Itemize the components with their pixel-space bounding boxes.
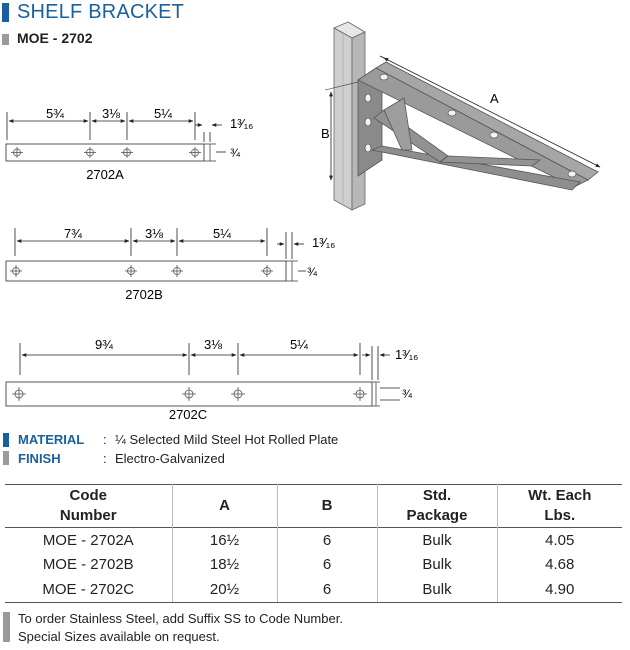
cell-weight: 4.68 bbox=[497, 552, 622, 576]
height-a: ¾ bbox=[230, 146, 241, 160]
cell-a: 16½ bbox=[172, 528, 277, 553]
material-value: ¼ Selected Mild Steel Hot Rolled Plate bbox=[115, 432, 339, 447]
finish-accent-bar bbox=[3, 451, 9, 465]
drawing-2702a bbox=[6, 106, 253, 182]
material-colon: : bbox=[103, 432, 107, 447]
header-wt-each: Wt. Each Lbs. bbox=[497, 485, 622, 528]
finish-value: Electro-Galvanized bbox=[115, 451, 225, 466]
cell-package: Bulk bbox=[377, 552, 497, 576]
depth-c: 1³⁄₁₆ bbox=[395, 347, 419, 362]
table-row bbox=[5, 576, 622, 603]
header-code-number: Code Number bbox=[59, 487, 117, 524]
cell-b: 6 bbox=[277, 576, 377, 603]
product-code-title: MOE - 2702 bbox=[17, 30, 93, 46]
cell-package: Bulk bbox=[377, 528, 497, 553]
height-b: ¾ bbox=[307, 265, 318, 279]
note-special-sizes: Special Sizes available on request. bbox=[18, 629, 220, 644]
header-b: B bbox=[277, 485, 377, 528]
depth-a: 1³⁄₁₆ bbox=[230, 116, 254, 131]
dim-b-3: 5¼ bbox=[212, 226, 232, 241]
cell-a: 18½ bbox=[172, 552, 277, 576]
table-row bbox=[5, 552, 622, 576]
drawing-2702c bbox=[6, 337, 418, 422]
dim-b-2: 3⅛ bbox=[144, 226, 164, 241]
header-std-package: Std. Package bbox=[377, 485, 497, 528]
label-2702a: 2702A bbox=[86, 167, 124, 182]
cell-b: 6 bbox=[277, 528, 377, 553]
dimension-a-label: A bbox=[490, 91, 499, 106]
cell-code: MOE - 2702B bbox=[42, 555, 134, 573]
cell-weight: 4.05 bbox=[497, 528, 622, 553]
drawing-2702b bbox=[6, 226, 335, 302]
dimension-b-label: B bbox=[321, 126, 330, 141]
dim-b-1: 7¾ bbox=[63, 226, 83, 241]
label-2702c: 2702C bbox=[168, 407, 208, 422]
notes-accent-bar bbox=[3, 612, 10, 642]
table-row bbox=[5, 528, 622, 553]
dim-a-2: 3⅛ bbox=[101, 106, 121, 121]
depth-b: 1³⁄₁₆ bbox=[312, 235, 336, 250]
dim-c-2: 3⅛ bbox=[203, 337, 223, 352]
cell-b: 6 bbox=[277, 552, 377, 576]
height-c: ¾ bbox=[402, 387, 413, 401]
cell-code: MOE - 2702A bbox=[42, 531, 134, 549]
table-header-row bbox=[5, 485, 622, 528]
page-title: SHELF BRACKET bbox=[17, 1, 185, 23]
cell-code: MOE - 2702C bbox=[5, 576, 172, 603]
dim-a-1: 5¾ bbox=[45, 106, 65, 121]
label-2702b: 2702B bbox=[125, 287, 163, 302]
product-table bbox=[5, 484, 622, 603]
cell-a: 20½ bbox=[172, 576, 277, 603]
cell-weight: 4.90 bbox=[497, 576, 622, 603]
finish-colon: : bbox=[103, 451, 107, 466]
dim-c-3: 5¼ bbox=[289, 337, 309, 352]
material-accent-bar bbox=[3, 433, 9, 447]
header-a: A bbox=[172, 485, 277, 528]
cell-package: Bulk bbox=[377, 576, 497, 603]
material-label: MATERIAL bbox=[18, 432, 85, 447]
bracket-illustration bbox=[321, 22, 600, 210]
dim-a-3: 5¼ bbox=[153, 106, 173, 121]
note-stainless: To order Stainless Steel, add Suffix SS to Code Number. bbox=[18, 611, 343, 626]
dim-c-1: 9¾ bbox=[94, 337, 114, 352]
finish-label: FINISH bbox=[18, 451, 61, 466]
